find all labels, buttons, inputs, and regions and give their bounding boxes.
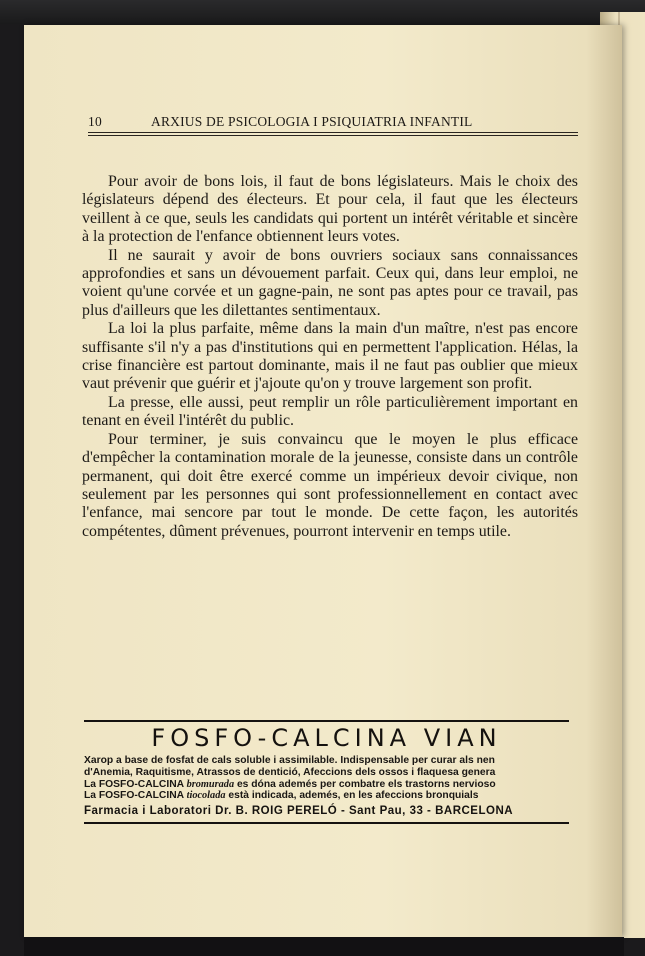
paragraph: La presse, elle aussi, peut remplir un rôle particulièrement important en tenant en éveil l'intérêt du public. xyxy=(82,393,578,430)
backdrop xyxy=(0,0,645,24)
book-page xyxy=(24,25,622,937)
ad-line: d'Anemia, Raquitisme, Atrassos de dentició, Afeccions dels ossos i flaquesa genera xyxy=(84,766,496,778)
ad-line-part: es dóna ademés per combatre els trastorns nervioso xyxy=(234,778,496,790)
running-head xyxy=(88,114,578,132)
paragraph: Pour avoir de bons lois, il faut de bons législateurs. Mais le choix des législateurs dépend des électeurs. Et pour cela, il faut que les électeurs veillent à ce que, seuls les candidats qui portent un intérêt véritable et sincère à la protection de l'enfance obtiennent leurs votes. xyxy=(82,173,578,246)
paragraph: Il ne saurait y avoir de bons ouvriers sociaux sans connaissances approfondies et sans un dévouement parfait. Ceux qui, dans leur emploi, ne voient qu'une corvée et un gagne-pain, ne sont pas aptes pour ce travail, pas plus d'ailleurs que les dilettantes sentimentaux. xyxy=(82,246,578,319)
paragraph: Pour terminer, je suis convaincu que le moyen le plus efficace d'empêcher la contamination morale de la jeunesse, consiste dans un contrôle permanent, qui doit être exercé comme un impérieux devoir civique, non seulement par les personnes qui sont professionnellement en contact avec l'enfance, mai sencore par tout le monde. De cette façon, les autorités compétentes, dûment prévenues, pourront intervenir en temps utile. xyxy=(82,430,578,540)
ad-emphasis: tiocolada xyxy=(186,790,226,802)
ad-line: Xarop a base de fosfat de cals soluble i assimilable. Indispensable per curar als nen xyxy=(84,755,495,766)
header-rule xyxy=(88,132,578,133)
paragraph: La loi la plus parfaite, même dans la main d'un maître, n'est pas encore suffisante s'il n'y a pas d'institutions qui en permettent l'application. Hélas, la crise financière est partout dominante, mais il ne faut pas oublier que mieux vaut prévenir que guérir et j'ajoute qu'on y trouve largement son profit. xyxy=(82,320,578,393)
journal-title: ARXIUS DE PSICOLOGIA I PSIQUIATRIA INFANTIL xyxy=(151,114,473,129)
ad-rule-bottom xyxy=(84,822,569,824)
ad-rule-top xyxy=(84,720,569,722)
ad-line xyxy=(84,790,569,802)
ad-description xyxy=(84,755,569,802)
ad-line-part: està indicada, ademés, en les afeccions bronquials xyxy=(225,790,479,802)
ad-line-part: La FOSFO-CALCINA xyxy=(84,778,187,790)
header-rule-thin xyxy=(88,135,578,136)
page-number: 10 xyxy=(88,114,102,129)
ad-line xyxy=(84,779,569,791)
article-body xyxy=(82,173,578,541)
ad-line-part: La FOSFO-CALCINA xyxy=(84,790,187,802)
ad-address: Farmacia i Laboratori Dr. B. ROIG PERELÓ - Sant Pau, 33 - BARCELONA xyxy=(84,805,514,817)
ad-brand-name: FOSFO-CALCINA VIAN xyxy=(151,724,502,752)
ad-emphasis: bromurada xyxy=(186,778,235,790)
bottom-shadow xyxy=(24,937,624,956)
